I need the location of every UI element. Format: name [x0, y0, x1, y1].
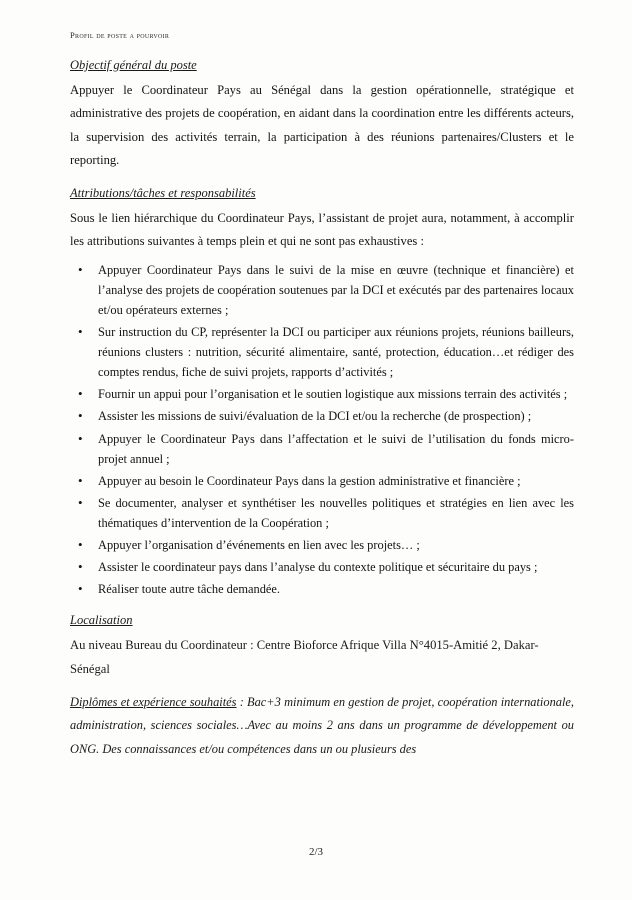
list-item-text: Fournir un appui pour l’organisation et le soutien logistique aux missions terrain des activités ; [98, 387, 568, 402]
list-item [70, 260, 574, 320]
section-heading-localisation: Localisation [70, 613, 133, 628]
bullet-icon: • [78, 559, 83, 575]
list-item [70, 384, 574, 404]
list-item [70, 471, 574, 491]
section-heading-objectif: Objectif général du poste [70, 58, 197, 72]
list-item-text: Appuyer Coordinateur Pays dans le suivi de la mise en œuvre (technique et financière) et l’analyse des projets de coopération soutenues par la DCI et exécutés par des partenaires locaux et/ou opérateurs externes ; [98, 262, 574, 317]
list-item [70, 557, 574, 577]
list-item [70, 429, 574, 469]
list-item [70, 406, 574, 426]
list-item-text: Appuyer l’organisation d’événements en lien avec les projets… ; [98, 538, 420, 552]
paragraph-diplomes [70, 691, 574, 762]
list-item [70, 535, 574, 555]
bullet-icon: • [78, 386, 83, 402]
bullet-icon: • [78, 261, 83, 277]
list-item [70, 322, 574, 382]
bullet-icon: • [78, 494, 83, 510]
list-item-text: Se documenter, analyser et synthétiser les nouvelles politiques et stratégies en lien avec les thématiques d’intervention de la Coopération ; [98, 495, 574, 530]
bullet-icon: • [78, 430, 83, 446]
bullet-icon: • [78, 581, 83, 597]
list-item-text: Sur instruction du CP, représenter la DCI ou participer aux réunions projets, réunions bailleurs, réunions clusters : nutrition, sécurité alimentaire, santé, protection, éducation…et rédiger des comptes rendus, fiche de suivi projets, rapports d’activités ; [98, 325, 574, 380]
section-heading-attributions: Attributions/tâches et responsabilités [70, 186, 256, 201]
list-item-text: Réaliser toute autre tâche demandée. [98, 582, 280, 597]
list-item [70, 579, 574, 599]
bullet-icon: • [78, 537, 83, 552]
running-head: Profil de poste a pourvoir [70, 30, 170, 40]
paragraph-objectif: Appuyer le Coordinateur Pays au Sénégal dans la gestion opérationnelle, stratégique et administrative des projets de coopération, en aidant dans la coordination entre les différents acteurs, la supervision des activités terrain, la participation à des réunions partenaires/Clusters et le reporting. [70, 83, 574, 167]
list-item-text: Appuyer le Coordinateur Pays dans l’affectation et le suivi de l’utilisation du fonds micro-projet annuel ; [98, 431, 574, 466]
bullet-icon: • [78, 324, 83, 340]
paragraph-attributions-intro: Sous le lien hiérarchique du Coordinateur Pays, l’assistant de projet aura, notamment, à accomplir les attributions suivantes à temps plein et qui ne sont pas exhaustives : [70, 211, 574, 249]
paragraph-localisation: Au niveau Bureau du Coordinateur : Centre Bioforce Afrique Villa N°4015-Amitié 2, Dakar-Sénégal [70, 638, 539, 676]
bullet-icon: • [78, 472, 83, 488]
bullet-icon: • [78, 408, 83, 424]
list-item-text: Assister le coordinateur pays dans l’analyse du contexte politique et sécuritaire du pays ; [98, 560, 538, 575]
duties-list [70, 260, 574, 600]
diplomes-lead: Diplômes et expérience souhaités [70, 694, 237, 709]
page-number: 2/3 [308, 846, 324, 858]
list-item [70, 493, 574, 533]
list-item-text: Assister les missions de suivi/évaluation de la DCI et/ou la recherche (de prospection) ; [98, 409, 532, 424]
list-item-text: Appuyer au besoin le Coordinateur Pays dans la gestion administrative et financière ; [98, 473, 521, 488]
diplomes-text: : Bac+3 minimum en gestion de projet, coopération internationale, administration, sciences sociales…Avec au moins 2 ans dans un programme de développement ou ONG. Des connaissances et/ou compétences dans un ou plusieurs des [70, 694, 574, 756]
